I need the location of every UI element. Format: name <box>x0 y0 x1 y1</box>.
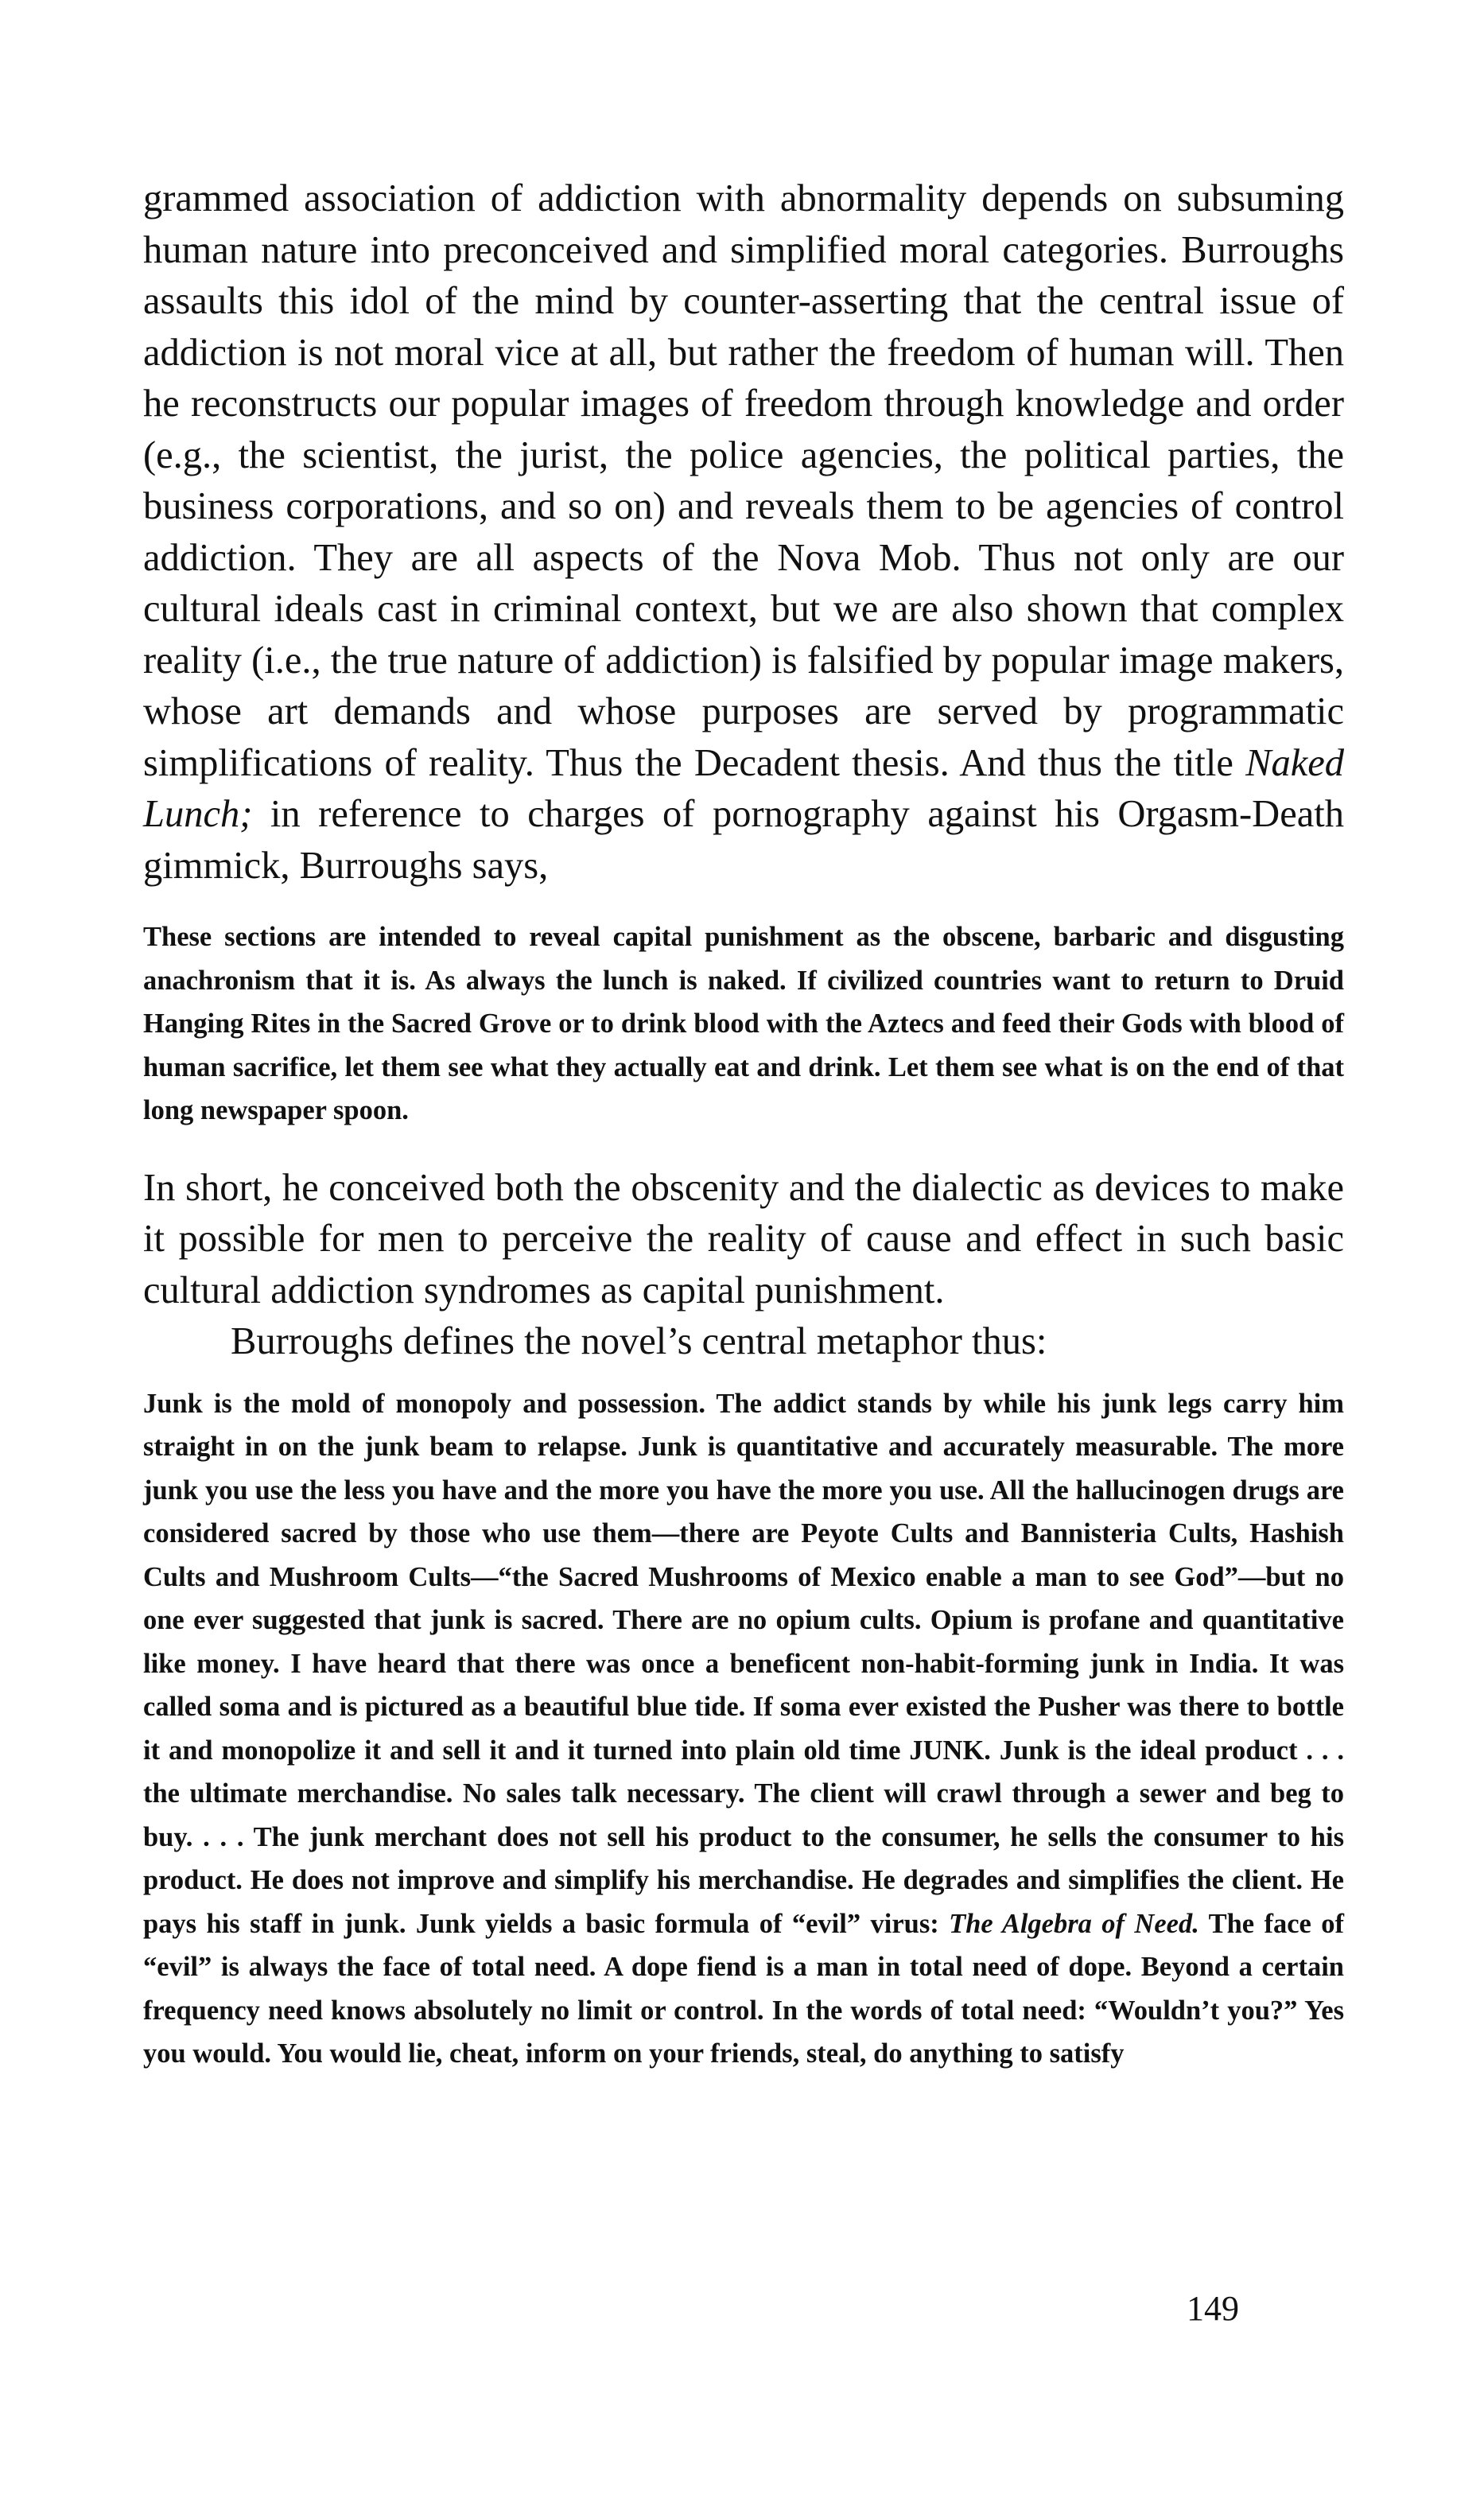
paragraph-1-text-end: in reference to charges of pornography against his Orgasm-Death gimmick, Burroughs says, <box>143 793 1344 887</box>
block-quote-2-text: Junk is the mold of monopoly and possession. The addict stands by while his junk legs carry him straight in on the junk beam to relapse. Junk is quantitative and accurately measurable. The more junk you use the less you have and the more you have the more you use. All the hallucinogen drugs are considered sacred by those who use them—there are Peyote Cults and Bannisteria Cults, Hashish Cults and Mushroom Cults—“the Sacred Mushrooms of Mexico enable a man to see God”—but no one ever suggested that junk is sacred. There are no opium cults. Opium is profane and quantitative like money. I have heard that there was once a beneficent non-habit-forming junk in India. It was called soma and is pictured as a beautiful blue tide. If soma ever existed the Pusher was there to bottle it and monopolize it and sell it and it turned into plain old time JUNK. Junk is the ideal product . . . the ultimate merchandise. No sales talk necessary. The client will crawl through a sewer and beg to buy. . . . The junk merchant does not sell his product to the consumer, he sells the consumer to his product. He does not improve and simplify his merchandise. He degrades and simplifies the client. He pays his staff in junk. Junk yields a basic formula of “evil” virus: <box>143 1388 1344 1939</box>
body-paragraph-3 <box>143 1316 1344 1368</box>
paragraph-1-text: grammed association of addiction with abnormality depends on subsuming human nature into preconceived and simplified moral categories. Burroughs assaults this idol of the mind by counter-asserting that the central issue of addiction is not moral vice at all, but rather the freedom of human will. Then he reconstructs our popular images of freedom through knowledge and order (e.g., the scientist, the jurist, the police agencies, the political parties, the business corporations, and so on) and reveals them to be agencies of control addiction. They are all aspects of the Nova Mob. Thus not only are our cultural ideals cast in criminal context, but we are also shown that complex reality (i.e., the true nature of addiction) is falsified by popular image makers, whose art demands and whose purposes are served by programmatic simplifications of reality. Thus the Decadent thesis. And thus the title <box>143 177 1344 784</box>
page-number: 149 <box>1187 2289 1239 2328</box>
block-quote-2-text-end: The face of “evil” is always the face of total need. A dope fiend is a man in total need of dope. Beyond a certain frequency need knows absolutely no limit or control. In the words of total need: “Wouldn’t you?” Yes you would. You would lie, cheat, inform on your friends, steal, do anything to satisfy <box>143 1908 1344 2069</box>
book-title-naked-lunch: Naked Lunch; <box>143 741 1344 835</box>
title-algebra-of-need: The Algebra of Need. <box>949 1908 1199 1939</box>
body-paragraph-2 <box>143 1163 1344 1317</box>
block-quote-1 <box>143 915 1344 1133</box>
paragraph-3-text: Burroughs defines the novel’s central metaphor thus: <box>231 1320 1047 1362</box>
block-quote-1-text: These sections are intended to reveal capital punishment as the obscene, barbaric and disgusting anachronism that it is. As always the lunch is naked. If civilized countries want to return to Druid Hanging Rites in the Sacred Grove or to drink blood with the Aztecs and feed their Gods with blood of human sacrifice, let them see what they actually eat and drink. Let them see what is on the end of that long newspaper spoon. <box>143 922 1344 1125</box>
page-body <box>143 173 1344 2076</box>
paragraph-2-text: In short, he conceived both the obscenity and the dialectic as devices to make it possible for men to perceive the reality of cause and effect in such basic cultural addiction syndromes as capital punishment. <box>143 1166 1344 1311</box>
block-quote-2 <box>143 1382 1344 2076</box>
body-paragraph-1 <box>143 173 1344 892</box>
